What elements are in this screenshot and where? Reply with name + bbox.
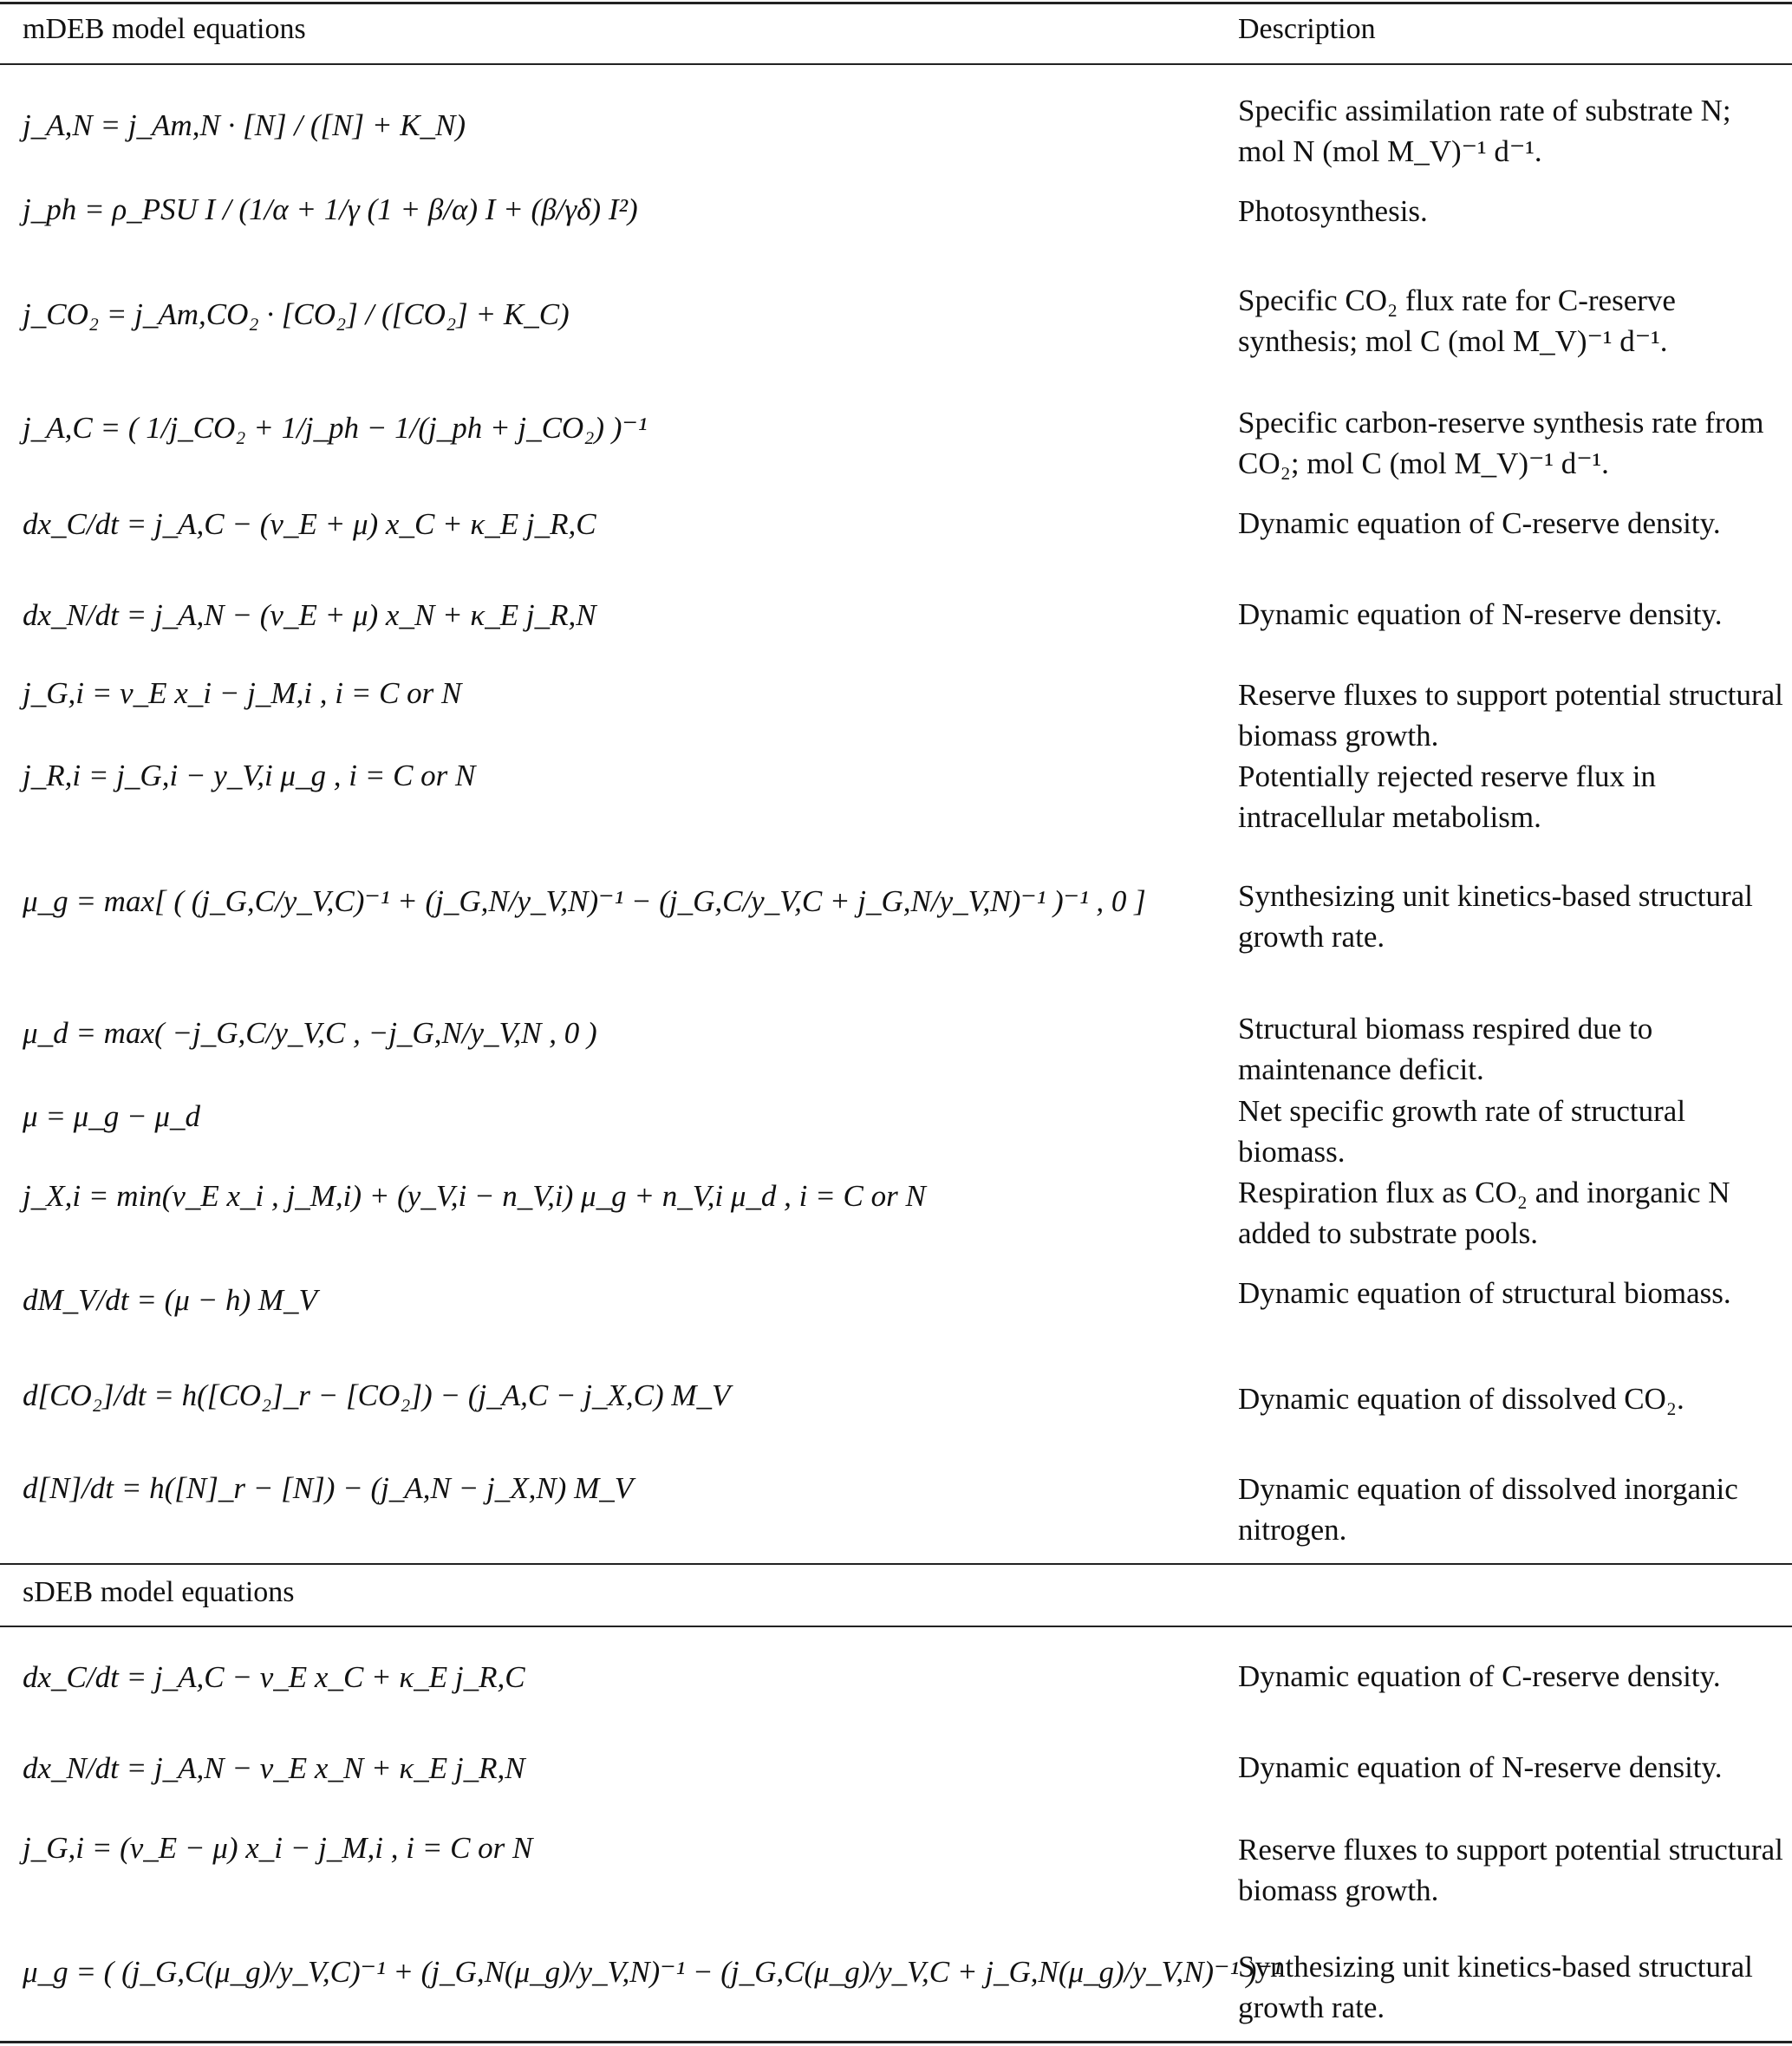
equation: μ_d = max( −j_G,C/y_V,C , −j_G,N/y_V,N , 0 ) <box>23 1016 597 1050</box>
equation: μ_g = max[ ( (j_G,C/y_V,C)⁻¹ + (j_G,N/y_V,N)⁻¹ − (j_G,C/y_V,C + j_G,N/y_V,N)⁻¹ )⁻¹ , 0 ] <box>23 884 1146 918</box>
description: Dynamic equation of structural biomass. <box>1238 1276 1731 1310</box>
equation: d[CO₂]/dt = h([CO₂]_r − [CO₂]) − (j_A,C − j_X,C) M_V <box>23 1378 731 1412</box>
equation: dx_N/dt = j_A,N − v_E x_N + κ_E j_R,N <box>23 1751 525 1785</box>
description: Structural biomass respired due to maintenance deficit. <box>1238 1012 1653 1086</box>
section-header-sdeb: sDEB model equations <box>23 1576 295 1608</box>
description: Dynamic equation of C-reserve density. <box>1238 506 1721 540</box>
description: Synthesizing unit kinetics-based structural growth rate. <box>1238 879 1753 954</box>
description: Synthesizing unit kinetics-based structural growth rate. <box>1238 1950 1753 2024</box>
equation: d[N]/dt = h([N]_r − [N]) − (j_A,N − j_X,N) M_V <box>23 1471 634 1505</box>
description: Reserve fluxes to support potential structural biomass growth. <box>1238 678 1783 753</box>
description: Specific CO₂ flux rate for C-reserve synthesis; mol C (mol M_V)⁻¹ d⁻¹. <box>1238 283 1676 358</box>
description: Dynamic equation of C-reserve density. <box>1238 1659 1721 1693</box>
equation: j_R,i = j_G,i − y_V,i μ_g , i = C or N <box>23 759 476 792</box>
description: Dynamic equation of N-reserve density. <box>1238 1750 1723 1784</box>
description: Respiration flux as CO₂ and inorganic N added to substrate pools. <box>1238 1176 1730 1250</box>
description: Reserve fluxes to support potential structural biomass growth. <box>1238 1833 1783 1907</box>
section-top-rule <box>0 1563 1792 1565</box>
equation: j_A,N = j_Am,N · [N] / ([N] + K_N) <box>23 108 466 142</box>
equation: j_G,i = (v_E − μ) x_i − j_M,i , i = C or N <box>23 1831 533 1865</box>
equation: j_G,i = v_E x_i − j_M,i , i = C or N <box>23 676 462 710</box>
equation: j_ph = ρ_PSU I / (1/α + 1/γ (1 + β/α) I + (β/γδ) I²) <box>23 192 638 226</box>
section-bottom-rule <box>0 1626 1792 1627</box>
equation: μ = μ_g − μ_d <box>23 1099 200 1133</box>
table-bottom-rule <box>0 2041 1792 2043</box>
description: Potentially rejected reserve flux in intracellular metabolism. <box>1238 759 1657 834</box>
description: Specific assimilation rate of substrate N; mol N (mol M_V)⁻¹ d⁻¹. <box>1238 94 1731 168</box>
description: Net specific growth rate of structural biomass. <box>1238 1094 1686 1169</box>
description: Dynamic equation of dissolved inorganic nitrogen. <box>1238 1472 1738 1547</box>
equation: dx_C/dt = j_A,C − v_E x_C + κ_E j_R,C <box>23 1660 525 1694</box>
column-header-description: Description <box>1238 13 1376 45</box>
description: Dynamic equation of dissolved CO₂. <box>1238 1382 1684 1416</box>
equation: dM_V/dt = (μ − h) M_V <box>23 1283 317 1317</box>
table-top-rule <box>0 2 1792 4</box>
column-header-equations: mDEB model equations <box>23 13 306 45</box>
equation: j_A,C = ( 1/j_CO₂ + 1/j_ph − 1/(j_ph + j_CO₂) )⁻¹ <box>23 411 648 445</box>
equation: j_X,i = min(v_E x_i , j_M,i) + (y_V,i − n_V,i) μ_g + n_V,i μ_d , i = C or N <box>23 1179 926 1213</box>
equation: dx_N/dt = j_A,N − (v_E + μ) x_N + κ_E j_R,N <box>23 598 596 632</box>
description: Photosynthesis. <box>1238 194 1428 228</box>
description: Specific carbon-reserve synthesis rate from CO₂; mol C (mol M_V)⁻¹ d⁻¹. <box>1238 406 1764 480</box>
header-bottom-rule <box>0 63 1792 65</box>
equation: dx_C/dt = j_A,C − (v_E + μ) x_C + κ_E j_R,C <box>23 507 596 541</box>
description: Dynamic equation of N-reserve density. <box>1238 597 1723 631</box>
equation: μ_g = ( (j_G,C(μ_g)/y_V,C)⁻¹ + (j_G,N(μ_g)/y_V,N)⁻¹ − (j_G,C(μ_g)/y_V,C + j_G,N(μ_g)/y_V,N)⁻¹ )⁻¹ <box>23 1955 1282 1989</box>
equation: j_CO₂ = j_Am,CO₂ · [CO₂] / ([CO₂] + K_C) <box>23 297 570 331</box>
